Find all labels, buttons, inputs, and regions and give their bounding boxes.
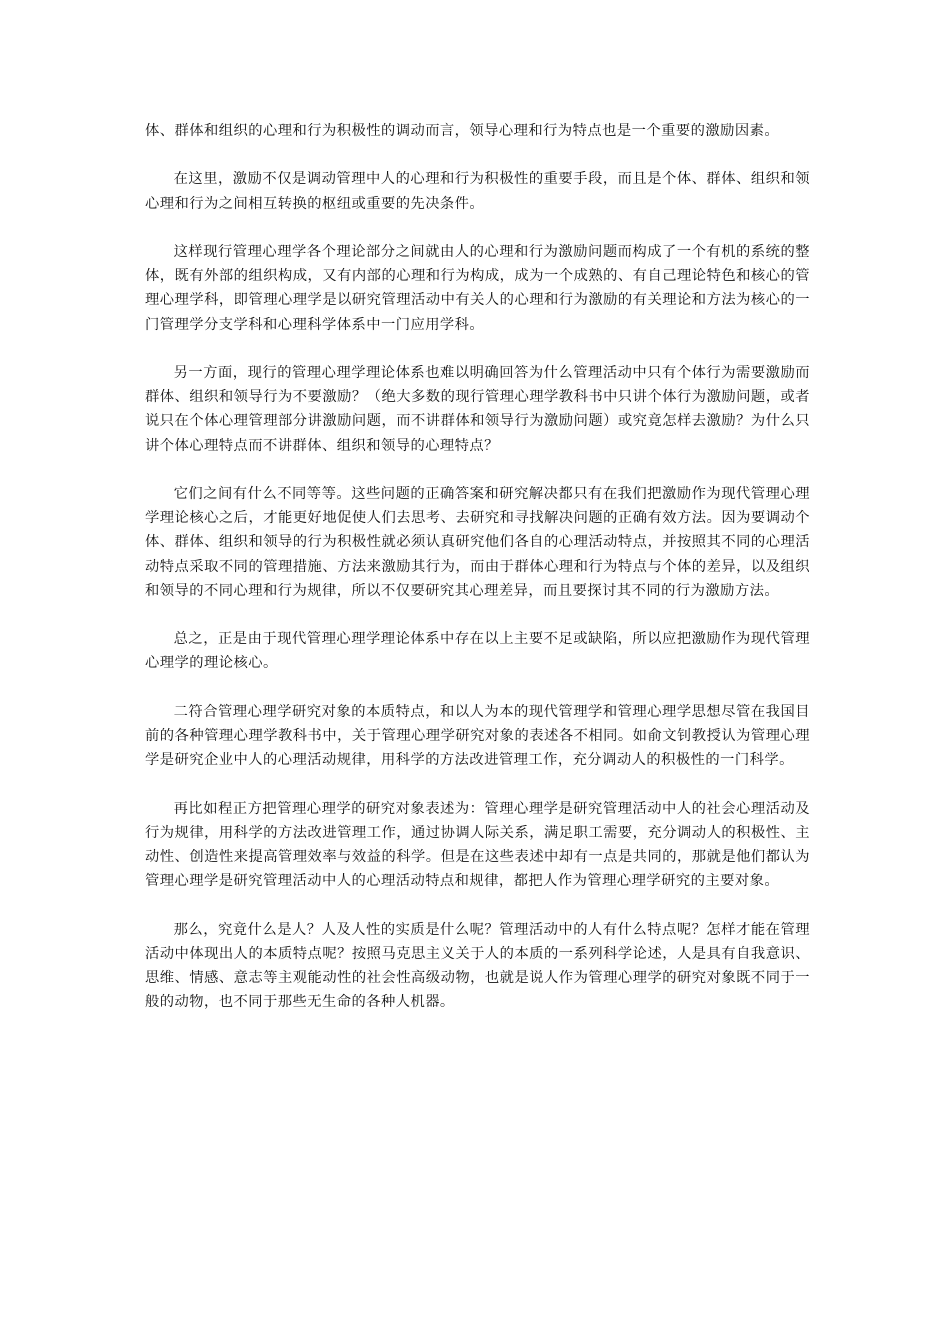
document-body <box>145 119 810 1014</box>
paragraph-gap <box>145 772 810 796</box>
paragraph-6: 总之，正是由于现代管理心理学理论体系中存在以上主要不足或缺陷，所以应把激励作为现代管理心理学的理论核心。 <box>145 631 810 672</box>
paragraph-3: 这样现行管理心理学各个理论部分之间就由人的心理和行为激励问题而构成了一个有机的系统的整体，既有外部的组织构成，又有内部的心理和行为构成，成为一个成熟的、有自己理论特色和核心的管理心理学科，即管理心理学是以研究管理活动中有关人的心理和行为激励的有关理论和方法为核心的一门管理学分支学科和心理科学体系中一门应用学科。 <box>145 243 810 333</box>
paragraph-gap <box>145 337 810 361</box>
paragraph-gap <box>145 893 810 917</box>
paragraph-gap <box>145 143 810 167</box>
paragraph-gap <box>145 216 810 240</box>
paragraph-gap <box>145 676 810 700</box>
paragraph-1: 体、群体和组织的心理和行为积极性的调动而言，领导心理和行为特点也是一个重要的激励因素。 <box>145 123 780 139</box>
paragraph-4: 另一方面，现行的管理心理学理论体系也难以明确回答为什么管理活动中只有个体行为需要激励而群体、组织和领导行为不要激励？（绝大多数的现行管理心理学教科书中只讲个体行为激励问题，或者说只在个体心理管理部分讲激励问题，而不讲群体和领导行为激励问题）或究竟怎样去激励？为什么只讲个体心理特点而不讲群体、组织和领导的心理特点？ <box>145 364 810 454</box>
paragraph-8: 再比如程正方把管理心理学的研究对象表述为：管理心理学是研究管理活动中人的社会心理活动及行为规律，用科学的方法改进管理工作，通过协调人际关系，满足职工需要，充分调动人的积极性、主动性、创造性来提高管理效率与效益的科学。但是在这些表述中却有一点是共同的，那就是他们都认为管理心理学是研究管理活动中人的心理活动特点和规律，都把人作为管理心理学研究的主要对象。 <box>145 800 810 890</box>
paragraph-gap <box>145 458 810 482</box>
paragraph-7: 二符合管理心理学研究对象的本质特点，和以人为本的现代管理学和管理心理学思想尽管在我国目前的各种管理心理学教科书中，关于管理心理学研究对象的表述各不相同。如俞文钊教授认为管理心理学是研究企业中人的心理活动规律，用科学的方法改进管理工作，充分调动人的积极性的一门科学。 <box>145 703 810 769</box>
paragraph-gap <box>145 603 810 627</box>
paragraph-2: 在这里，激励不仅是调动管理中人的心理和行为积极性的重要手段，而且是个体、群体、组织和领心理和行为之间相互转换的枢纽或重要的先决条件。 <box>145 171 810 212</box>
paragraph-5: 它们之间有什么不同等等。这些问题的正确答案和研究解决都只有在我们把激励作为现代管理心理学理论核心之后，才能更好地促使人们去思考、去研究和寻找解决问题的正确有效方法。因为要调动个体、群体、组织和领导的行为积极性就必须认真研究他们各自的心理活动特点，并按照其不同的心理活动特点采取不同的管理措施、方法来激励其行为，而由于群体心理和行为特点与个体的差异，以及组织和领导的不同心理和行为规律，所以不仅要研究其心理差异，而且要探讨其不同的行为激励方法。 <box>145 485 810 599</box>
paragraph-9: 那么，究竟什么是人？人及人性的实质是什么呢？管理活动中的人有什么特点呢？怎样才能在管理活动中体现出人的本质特点呢？按照马克思主义关于人的本质的一系列科学论述，人是具有自我意识、思维、情感、意志等主观能动性的社会性高级动物，也就是说人作为管理心理学的研究对象既不同于一般的动物，也不同于那些无生命的各种人机器。 <box>145 921 810 1011</box>
